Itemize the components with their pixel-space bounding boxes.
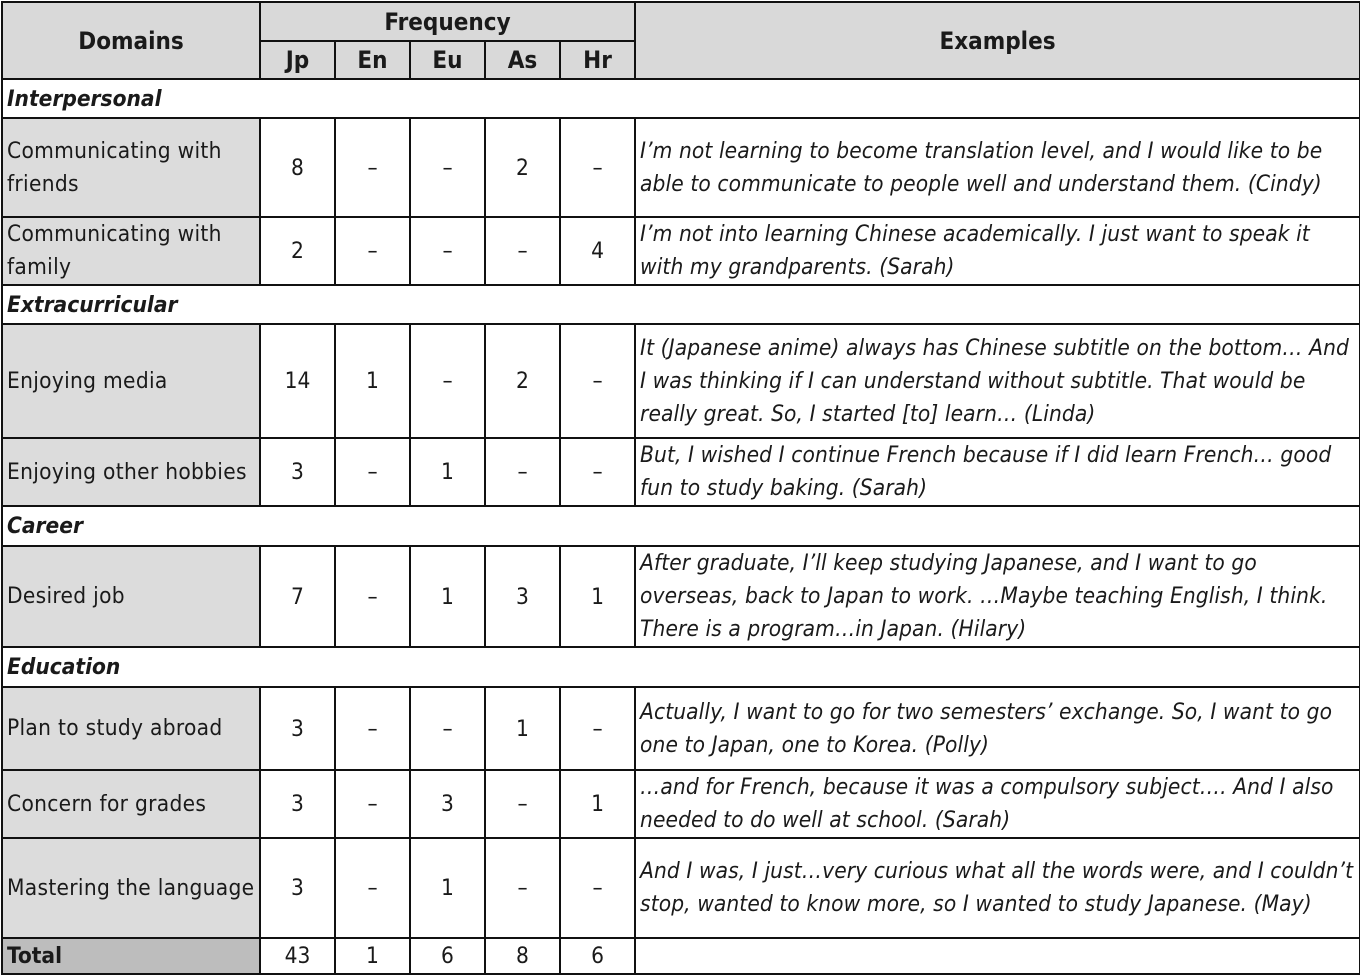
freq-jp: 7 <box>260 546 335 647</box>
header-col-hr: Hr <box>560 41 635 79</box>
table-row <box>2 438 1360 506</box>
total-en: 1 <box>335 938 410 974</box>
section-row-extracurricular <box>2 285 1360 324</box>
freq-en: 1 <box>335 324 410 438</box>
total-hr: 6 <box>560 938 635 974</box>
freq-eu: – <box>410 324 485 438</box>
freq-as: 2 <box>485 324 560 438</box>
freq-en: – <box>335 546 410 647</box>
domain-cell: Mastering the language <box>2 838 260 938</box>
frequency-table <box>1 1 1360 975</box>
total-jp: 43 <box>260 938 335 974</box>
domain-cell: Communicating with friends <box>2 118 260 217</box>
example-cell: …and for French, because it was a compulsory subject…. And I also needed to do well at school. (Sarah) <box>635 770 1360 838</box>
section-row-career <box>2 506 1360 546</box>
total-eu: 6 <box>410 938 485 974</box>
freq-hr: – <box>560 838 635 938</box>
freq-eu: – <box>410 118 485 217</box>
domain-cell: Concern for grades <box>2 770 260 838</box>
freq-jp: 2 <box>260 217 335 285</box>
section-title: Career <box>2 506 1360 546</box>
domain-cell: Enjoying media <box>2 324 260 438</box>
domain-cell: Enjoying other hobbies <box>2 438 260 506</box>
header-examples: Examples <box>635 2 1360 79</box>
freq-as: – <box>485 770 560 838</box>
header-col-en: En <box>335 41 410 79</box>
freq-hr: – <box>560 687 635 770</box>
table-row <box>2 770 1360 838</box>
example-cell: Actually, I want to go for two semesters’ exchange. So, I want to go one to Japan, one to Korea. (Polly) <box>635 687 1360 770</box>
section-title: Interpersonal <box>2 79 1360 118</box>
freq-eu: 1 <box>410 838 485 938</box>
example-cell: But, I wished I continue French because if I did learn French… good fun to study baking. (Sarah) <box>635 438 1360 506</box>
example-cell: I’m not into learning Chinese academically. I just want to speak it with my grandparents. (Sarah) <box>635 217 1360 285</box>
example-cell: I’m not learning to become translation level, and I would like to be able to communicate to people well and understand them. (Cindy) <box>635 118 1360 217</box>
section-title: Extracurricular <box>2 285 1360 324</box>
table-header <box>2 2 1360 79</box>
freq-en: – <box>335 838 410 938</box>
table-body <box>2 79 1360 974</box>
total-label: Total <box>2 938 260 974</box>
freq-hr: – <box>560 438 635 506</box>
example-cell: It (Japanese anime) always has Chinese subtitle on the bottom… And I was thinking if I can understand without subtitle. That would be really great. So, I started [to] learn… (Linda) <box>635 324 1360 438</box>
freq-en: – <box>335 438 410 506</box>
freq-as: – <box>485 438 560 506</box>
table-row <box>2 687 1360 770</box>
header-col-jp: Jp <box>260 41 335 79</box>
header-col-as: As <box>485 41 560 79</box>
freq-en: – <box>335 118 410 217</box>
freq-as: 3 <box>485 546 560 647</box>
freq-en: – <box>335 770 410 838</box>
freq-hr: 1 <box>560 546 635 647</box>
freq-eu: 1 <box>410 546 485 647</box>
header-domains: Domains <box>2 2 260 79</box>
total-as: 8 <box>485 938 560 974</box>
table-row <box>2 546 1360 647</box>
domain-cell: Plan to study abroad <box>2 687 260 770</box>
freq-jp: 8 <box>260 118 335 217</box>
header-col-eu: Eu <box>410 41 485 79</box>
freq-jp: 3 <box>260 770 335 838</box>
freq-as: – <box>485 217 560 285</box>
freq-jp: 14 <box>260 324 335 438</box>
freq-jp: 3 <box>260 687 335 770</box>
freq-eu: 3 <box>410 770 485 838</box>
example-cell: After graduate, I’ll keep studying Japanese, and I want to go overseas, back to Japan to work. …Maybe teaching English, I think. There is a program…in Japan. (Hilary) <box>635 546 1360 647</box>
example-cell: And I was, I just…very curious what all the words were, and I couldn’t stop, wanted to know more, so I wanted to study Japanese. (May) <box>635 838 1360 938</box>
freq-hr: – <box>560 324 635 438</box>
header-frequency: Frequency <box>260 2 635 41</box>
domain-cell: Communicating with family <box>2 217 260 285</box>
freq-hr: – <box>560 118 635 217</box>
freq-as: 1 <box>485 687 560 770</box>
freq-eu: – <box>410 217 485 285</box>
freq-eu: – <box>410 687 485 770</box>
table-row <box>2 838 1360 938</box>
freq-as: 2 <box>485 118 560 217</box>
freq-hr: 4 <box>560 217 635 285</box>
domain-cell: Desired job <box>2 546 260 647</box>
section-row-interpersonal <box>2 79 1360 118</box>
table-row <box>2 217 1360 285</box>
freq-jp: 3 <box>260 438 335 506</box>
table-row <box>2 118 1360 217</box>
freq-jp: 3 <box>260 838 335 938</box>
freq-hr: 1 <box>560 770 635 838</box>
freq-as: – <box>485 838 560 938</box>
freq-en: – <box>335 687 410 770</box>
section-row-education <box>2 647 1360 687</box>
section-title: Education <box>2 647 1360 687</box>
freq-eu: 1 <box>410 438 485 506</box>
freq-en: – <box>335 217 410 285</box>
table-row <box>2 324 1360 438</box>
